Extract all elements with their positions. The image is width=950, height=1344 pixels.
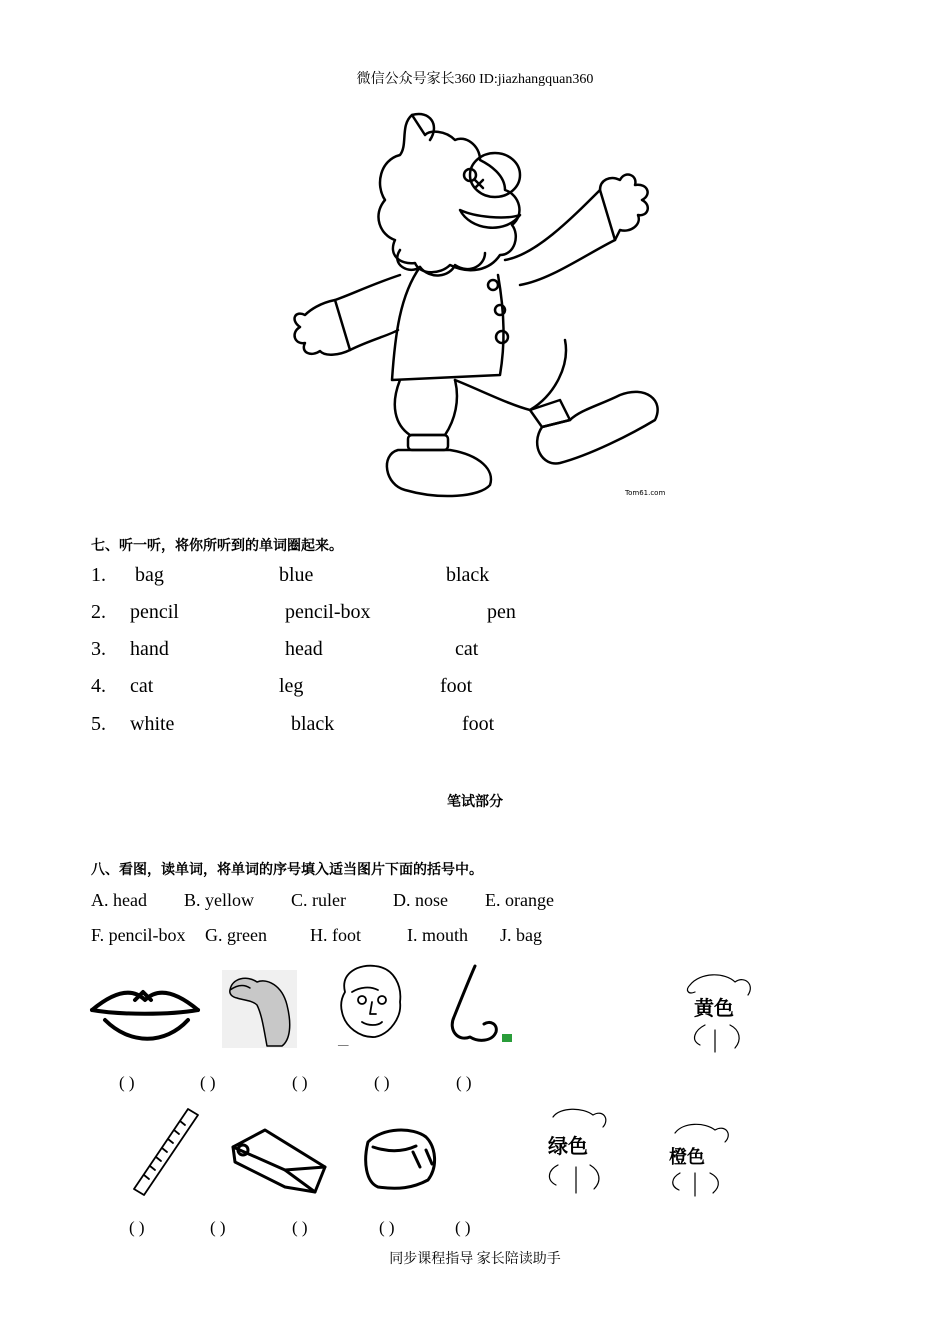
word-option[interactable]: white	[130, 713, 175, 735]
option-a: A. head	[91, 890, 147, 910]
answer-blank-8[interactable]: ( )	[292, 1218, 308, 1237]
answer-blank-6[interactable]: ( )	[129, 1218, 145, 1237]
answer-blank-10[interactable]: ( )	[455, 1218, 471, 1237]
options-row-1	[91, 890, 651, 916]
clown-illustration	[280, 105, 670, 500]
option-f: F. pencil-box	[91, 925, 186, 945]
option-e: E. orange	[485, 890, 554, 910]
green-flower-picture	[538, 1105, 618, 1195]
row-number: 1.	[91, 564, 106, 586]
green-label: 绿色	[548, 1134, 588, 1158]
word-option[interactable]: black	[291, 713, 335, 735]
word-option[interactable]: blue	[279, 564, 314, 586]
orange-label: 橙色	[669, 1147, 705, 1168]
mouth-picture	[90, 975, 200, 1045]
section-8-title: 八、看图，读单词，将单词的序号填入适当图片下面的括号中。	[91, 862, 483, 878]
word-option[interactable]: foot	[440, 675, 473, 697]
option-d: D. nose	[393, 890, 448, 910]
row-number: 4.	[91, 675, 106, 697]
word-option[interactable]: cat	[455, 638, 479, 660]
answer-blank-7[interactable]: ( )	[210, 1218, 226, 1237]
listening-row-5	[91, 713, 691, 741]
orange-flower-picture	[665, 1118, 745, 1198]
word-option[interactable]: pencil	[130, 601, 179, 623]
row-number: 5.	[91, 713, 106, 735]
option-j: J. bag	[500, 925, 542, 945]
word-option[interactable]: leg	[279, 675, 304, 697]
word-option[interactable]: hand	[130, 638, 169, 660]
row-number: 3.	[91, 638, 106, 660]
word-option[interactable]: foot	[462, 713, 495, 735]
option-h: H. foot	[310, 925, 361, 945]
word-option[interactable]: cat	[130, 675, 154, 697]
word-option[interactable]: head	[285, 638, 323, 660]
word-option[interactable]: pencil-box	[285, 601, 371, 623]
section-7-title: 七、听一听，将你所听到的单词圈起来。	[91, 538, 343, 554]
yellow-label: 黄色	[694, 996, 734, 1020]
bag-picture	[358, 1122, 443, 1192]
word-option[interactable]: bag	[135, 564, 164, 586]
options-row-2	[91, 925, 651, 951]
written-part-heading: 笔试部分	[447, 794, 503, 810]
option-b: B. yellow	[184, 890, 254, 910]
pencil-box-picture	[225, 1122, 335, 1200]
page-footer: 同步课程指导 家长陪读助手	[389, 1252, 561, 1267]
row-number: 2.	[91, 601, 106, 623]
listening-row-3	[91, 638, 691, 666]
page-header: 微信公众号家长360 ID:jiazhangquan360	[356, 72, 594, 87]
answer-blank-2[interactable]: ( )	[200, 1073, 216, 1092]
answer-blank-9[interactable]: ( )	[379, 1218, 395, 1237]
yellow-flower-picture	[680, 970, 760, 1055]
answer-blank-5[interactable]: ( )	[456, 1073, 472, 1092]
answer-blank-1[interactable]: ( )	[119, 1073, 135, 1092]
head-picture	[330, 962, 410, 1047]
answer-blank-3[interactable]: ( )	[292, 1073, 308, 1092]
word-option[interactable]: pen	[487, 601, 516, 623]
option-c: C. ruler	[291, 890, 346, 910]
clown-watermark: Tom61.com	[625, 489, 666, 497]
answer-blank-4[interactable]: ( )	[374, 1073, 390, 1092]
ruler-picture	[128, 1105, 203, 1197]
word-option[interactable]: black	[446, 564, 490, 586]
option-i: I. mouth	[407, 925, 468, 945]
arm-picture	[222, 970, 297, 1048]
listening-row-2	[91, 601, 691, 629]
head-caption-mark: ___	[338, 1038, 349, 1046]
nose-picture	[440, 962, 520, 1047]
listening-row-1	[91, 564, 691, 592]
option-g: G. green	[205, 925, 267, 945]
listening-row-4	[91, 675, 691, 703]
